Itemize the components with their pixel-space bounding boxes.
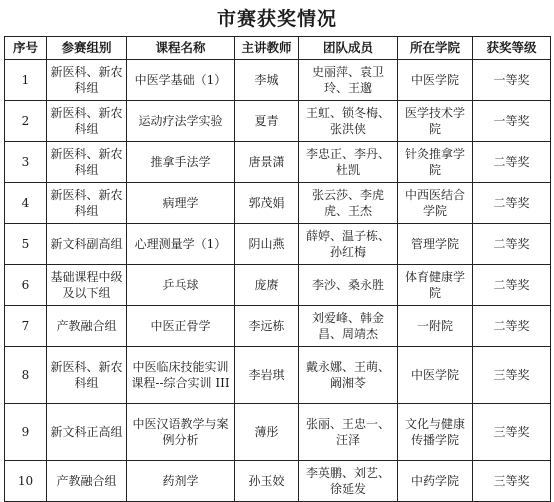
cell-group: 新文科副高组 [47,224,127,265]
table-header-row [5,37,551,60]
header-members: 团队成员 [299,37,398,60]
cell-group: 产教融合组 [47,461,127,502]
cell-course: 中医汉语教学与案例分析 [127,404,235,461]
cell-award: 二等奖 [473,265,551,306]
cell-college: 中医学院 [398,347,473,404]
cell-no: 10 [5,461,47,502]
cell-college: 中药学院 [398,461,473,502]
table-row [5,461,551,502]
cell-members: 刘爱峰、韩金昌、周靖杰 [299,306,398,347]
cell-no: 9 [5,404,47,461]
cell-award: 三等奖 [473,404,551,461]
cell-award: 一等奖 [473,101,551,142]
cell-group: 新医科、新农科组 [47,142,127,183]
header-group: 参赛组别 [47,37,127,60]
cell-college: 中医学院 [398,60,473,101]
cell-course: 心理测量学（1） [127,224,235,265]
header-no: 序号 [5,37,47,60]
cell-members: 王虹、锁冬梅、张洪侠 [299,101,398,142]
table-row [5,224,551,265]
cell-college: 医学技术学院 [398,101,473,142]
cell-course: 药剂学 [127,461,235,502]
cell-members: 张云莎、李虎虎、王杰 [299,183,398,224]
cell-college: 一附院 [398,306,473,347]
cell-members: 李英鹏、刘艺、徐延发 [299,461,398,502]
cell-teacher: 李远栋 [235,306,299,347]
cell-members: 张丽、王忠一、汪泽 [299,404,398,461]
header-course: 课程名称 [127,37,235,60]
table-row [5,101,551,142]
cell-award: 三等奖 [473,347,551,404]
cell-course: 中医临床技能实训课程--综合实训 III [127,347,235,404]
cell-group: 基础课程中级及以下组 [47,265,127,306]
cell-no: 4 [5,183,47,224]
table-row [5,404,551,461]
cell-course: 中医正骨学 [127,306,235,347]
cell-award: 三等奖 [473,461,551,502]
cell-award: 二等奖 [473,224,551,265]
cell-course: 乒乓球 [127,265,235,306]
header-award: 获奖等级 [473,37,551,60]
cell-group: 新医科、新农科组 [47,347,127,404]
cell-college: 体育健康学院 [398,265,473,306]
cell-teacher: 孙玉姣 [235,461,299,502]
header-college: 所在学院 [398,37,473,60]
cell-award: 二等奖 [473,142,551,183]
table-row [5,306,551,347]
cell-no: 6 [5,265,47,306]
table-row [5,183,551,224]
header-teacher: 主讲教师 [235,37,299,60]
cell-award: 二等奖 [473,183,551,224]
table-row [5,265,551,306]
cell-members: 李沙、桑永胜 [299,265,398,306]
table-row [5,142,551,183]
cell-college: 文化与健康传播学院 [398,404,473,461]
cell-college: 管理学院 [398,224,473,265]
cell-members: 戴永娜、王萌、阚湘苓 [299,347,398,404]
cell-college: 针灸推拿学院 [398,142,473,183]
cell-no: 3 [5,142,47,183]
cell-course: 推拿手法学 [127,142,235,183]
cell-teacher: 薄彤 [235,404,299,461]
cell-no: 2 [5,101,47,142]
page-title: 市赛获奖情况 [216,8,337,30]
cell-award: 二等奖 [473,306,551,347]
cell-no: 1 [5,60,47,101]
cell-no: 7 [5,306,47,347]
cell-teacher: 夏青 [235,101,299,142]
cell-teacher: 庞赓 [235,265,299,306]
cell-college: 中西医结合学院 [398,183,473,224]
cell-course: 病理学 [127,183,235,224]
cell-group: 产教融合组 [47,306,127,347]
cell-teacher: 唐景潇 [235,142,299,183]
cell-members: 史丽萍、袁卫玲、王邈 [299,60,398,101]
cell-teacher: 郭茂娟 [235,183,299,224]
cell-group: 新医科、新农科组 [47,183,127,224]
cell-members: 李忠正、李丹、杜凯 [299,142,398,183]
cell-group: 新医科、新农科组 [47,101,127,142]
cell-no: 8 [5,347,47,404]
cell-course: 运动疗法学实验 [127,101,235,142]
table-row [5,347,551,404]
cell-course: 中医学基础（1） [127,60,235,101]
cell-no: 5 [5,224,47,265]
awards-table [4,36,551,502]
table-row [5,60,551,101]
cell-group: 新文科正高组 [47,404,127,461]
cell-teacher: 李岩琪 [235,347,299,404]
cell-teacher: 阴山燕 [235,224,299,265]
cell-award: 一等奖 [473,60,551,101]
cell-members: 薛婷、温子栋、孙红梅 [299,224,398,265]
cell-group: 新医科、新农科组 [47,60,127,101]
cell-teacher: 李城 [235,60,299,101]
